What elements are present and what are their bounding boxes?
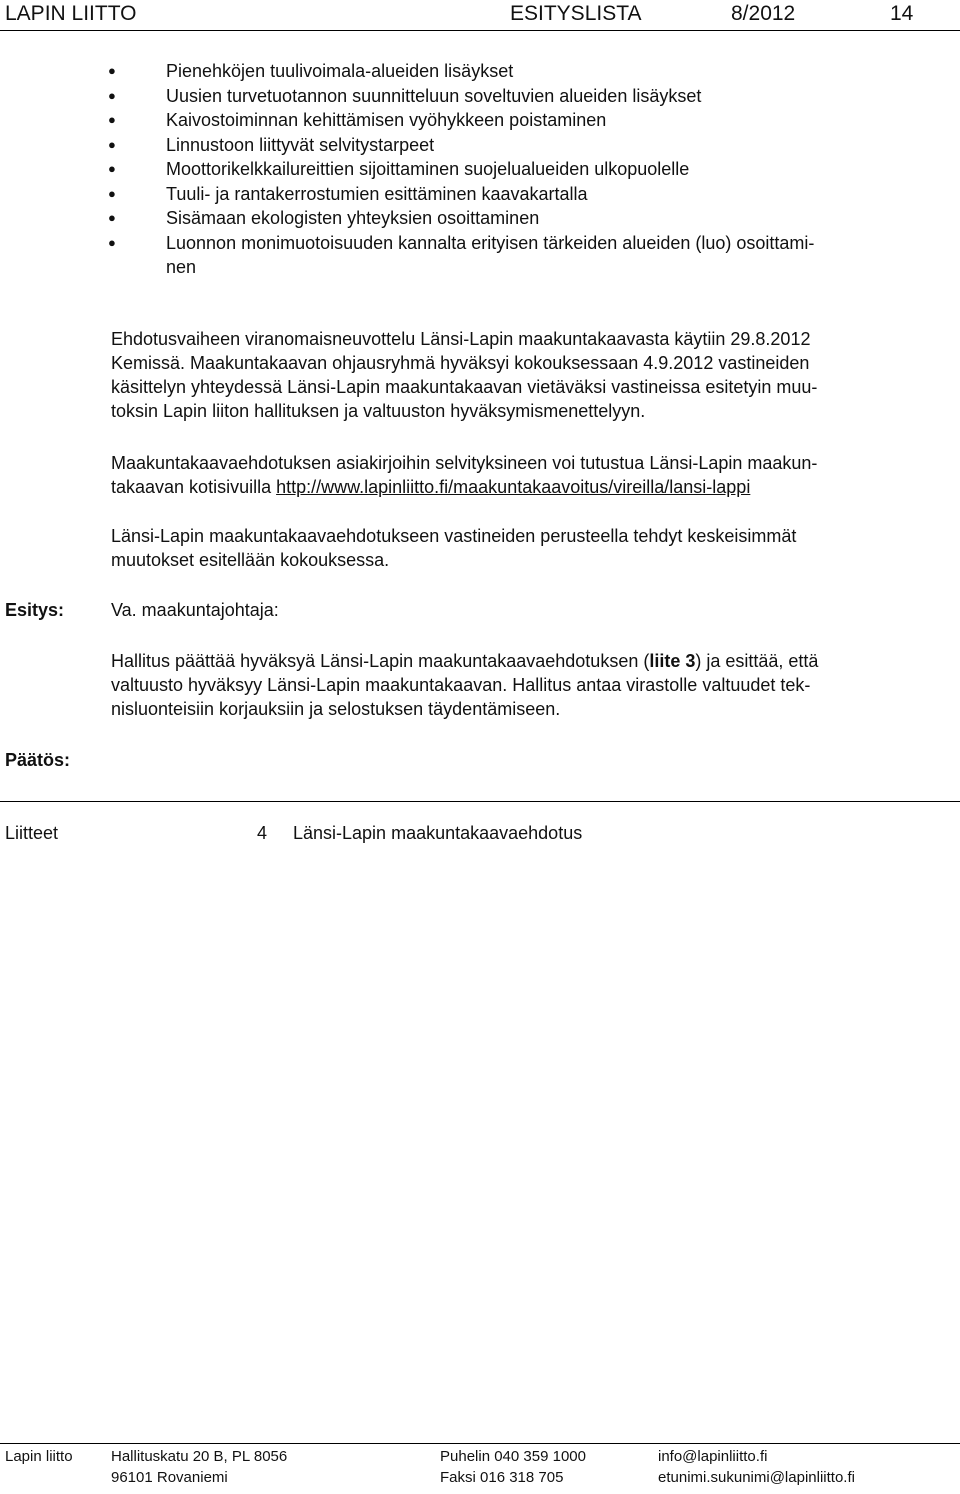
- footer-org: Lapin liitto: [5, 1448, 73, 1465]
- bullet-icon: ●: [108, 185, 116, 201]
- paatos-label: Päätös:: [5, 750, 71, 770]
- bullet-icon: ●: [108, 87, 116, 103]
- list-item: ● Sisämaan ekologisten yhteyksien osoittaminen: [166, 206, 936, 231]
- list-item: ● Moottorikelkkailureittien sijoittaminen suojelualueiden ulkopuolelle: [166, 157, 936, 182]
- footer-fax: Faksi 016 318 705: [440, 1469, 564, 1486]
- esitys-presenter: Va. maakuntajohtaja:: [111, 600, 279, 620]
- paragraph-negotiation: Ehdotusvaiheen viranomaisneuvottelu Länsi-Lapin maakuntakaavasta käytiin 29.8.2012 Kemissä. Maakuntakaavan ohjausryhmä hyväksyi kokouksessaan 4.9.2012 vastineiden käsittelyn yhteydessä Länsi-Lapin maakuntakaavan vietäväksi vastineissa esitetyin muu- toksin Lapin liiton hallituksen ja valtuuston hyväksymismenettelyyn.: [111, 329, 818, 421]
- header-issue: 8/2012: [731, 2, 796, 25]
- section-divider: [0, 801, 960, 802]
- liitteet-number: 4: [257, 823, 268, 843]
- list-item: ● Uusien turvetuotannon suunnitteluun soveltuvien alueiden lisäykset: [166, 84, 936, 109]
- esitys-proposal: Hallitus päättää hyväksyä Länsi-Lapin maakuntakaavaehdotuksen (liite 3) ja esittää, että valtuusto hyväksyy Länsi-Lapin maakuntakaavan. Hallitus antaa virastolle valtuudet tek- nisluonteisiin korjauksiin ja selostuksen täydentämiseen.: [111, 651, 819, 719]
- list-item: ● Pienehköjen tuulivoimala-alueiden lisäykset: [166, 59, 936, 84]
- list-item: ● Linnustoon liittyvät selvitystarpeet: [166, 133, 936, 158]
- list-item: ● Luonnon monimuotoisuuden kannalta erityisen tärkeiden alueiden (luo) osoittami-: [166, 231, 936, 256]
- header-page-number: 14: [890, 2, 914, 25]
- attachment-reference: liite 3: [649, 651, 696, 671]
- liitteet-title: Länsi-Lapin maakuntakaavaehdotus: [293, 823, 583, 843]
- bullet-icon: ●: [108, 234, 116, 250]
- bullet-icon: ●: [108, 63, 116, 78]
- website-link[interactable]: http://www.lapinliitto.fi/maakuntakaavoitus/vireilla/lansi-lappi: [276, 477, 751, 497]
- bullet-icon: ●: [108, 210, 116, 225]
- header-org: LAPIN LIITTO: [5, 2, 137, 25]
- liitteet-label: Liitteet: [5, 823, 59, 843]
- footer-city: 96101 Rovaniemi: [111, 1469, 228, 1486]
- bullet-icon: ●: [108, 136, 116, 152]
- header-divider: [0, 30, 960, 31]
- footer-phone: Puhelin 040 359 1000: [440, 1448, 586, 1465]
- footer-email-personal[interactable]: etunimi.sukunimi@lapinliitto.fi: [658, 1469, 855, 1486]
- change-list: [108, 59, 936, 280]
- bullet-icon: ●: [108, 112, 116, 127]
- list-item: ● Kaivostoiminnan kehittämisen vyöhykkeen poistaminen: [166, 108, 936, 133]
- list-item-continuation: nen: [166, 257, 197, 277]
- footer-email-info[interactable]: info@lapinliitto.fi: [658, 1448, 768, 1465]
- paragraph-changes: Länsi-Lapin maakuntakaavaehdotukseen vastineiden perusteella tehdyt keskeisimmät muutokset esitellään kokouksessa.: [111, 526, 797, 570]
- footer-divider: [0, 1443, 960, 1444]
- page-header: [0, 0, 960, 30]
- paragraph-documents: Maakuntakaavaehdotuksen asiakirjoihin selvityksineen voi tutustua Länsi-Lapin maakun- takaavan kotisivuilla http://www.lapinliitto.fi/maakuntakaavoitus/vireilla/lansi-lappi: [111, 453, 818, 497]
- list-item: ● Tuuli- ja rantakerrostumien esittäminen kaavakartalla: [166, 182, 936, 207]
- bullet-icon: ●: [108, 161, 116, 176]
- esitys-label: Esitys:: [5, 600, 65, 620]
- header-doc-type: ESITYSLISTA: [510, 2, 642, 25]
- footer-address: Hallituskatu 20 B, PL 8056: [111, 1448, 288, 1465]
